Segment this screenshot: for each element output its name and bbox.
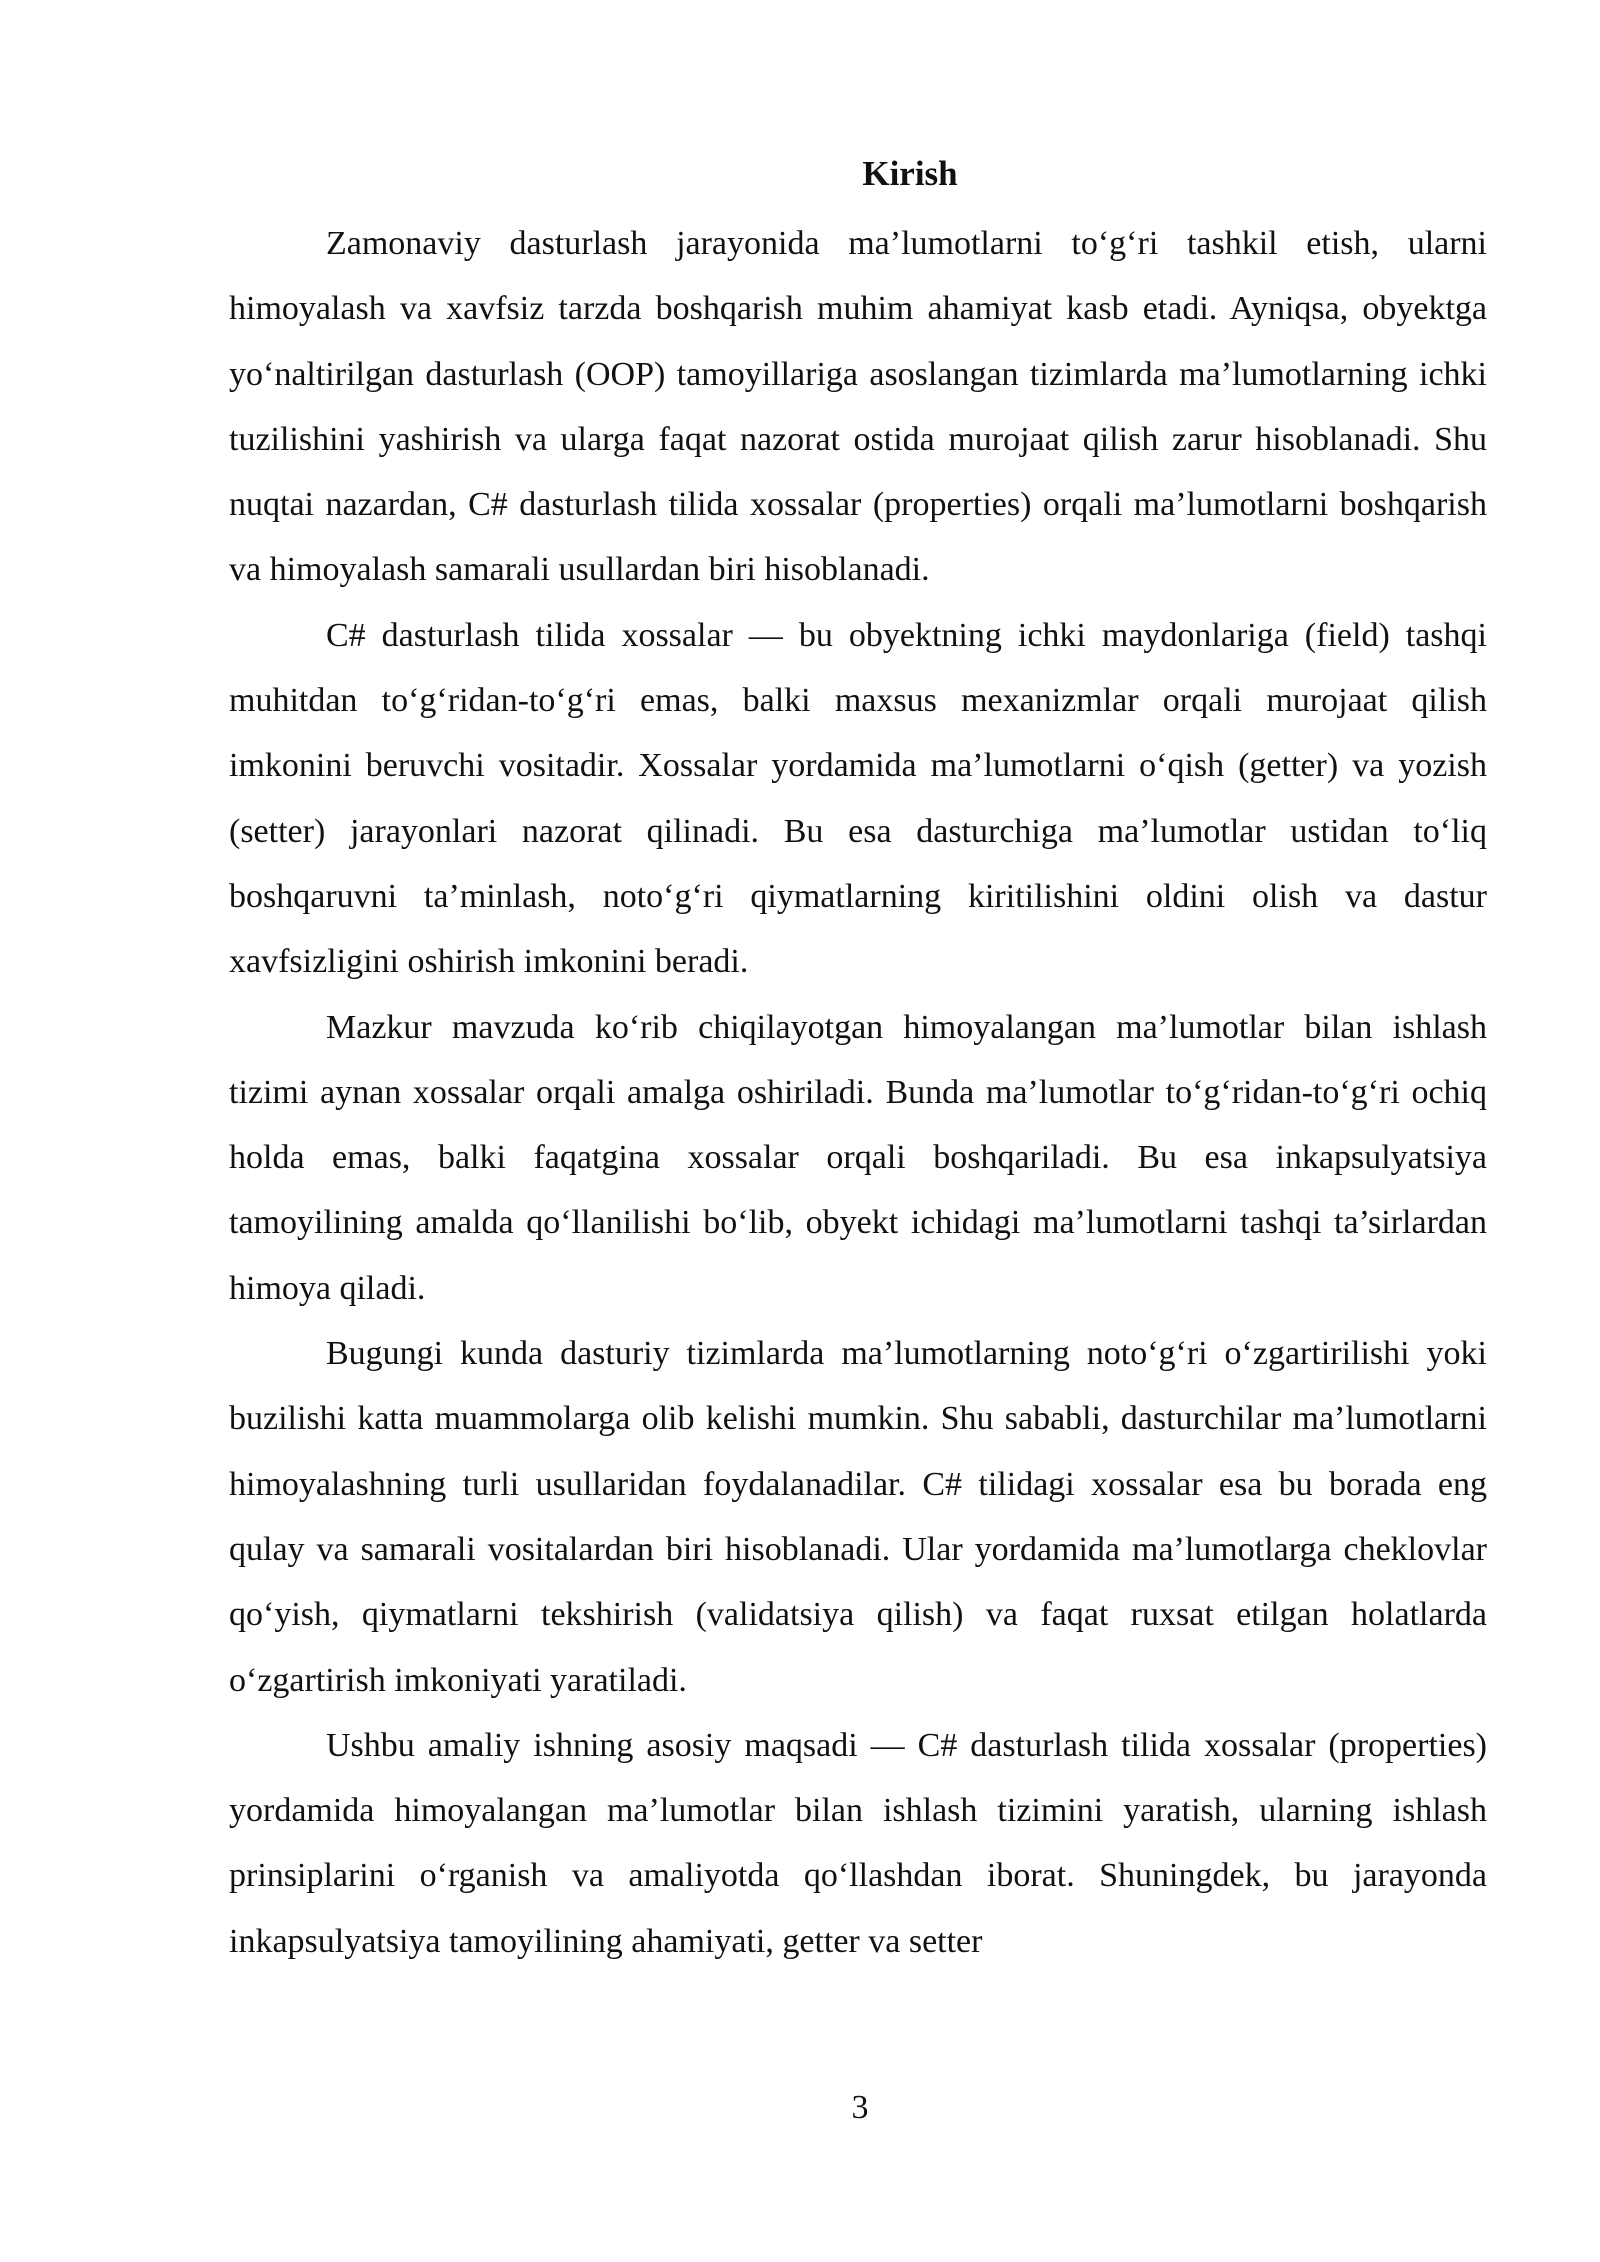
- paragraph-2: C# dasturlash tilida xossalar — bu obyektning ichki maydonlariga (field) tashqi muhitdan to‘g‘ridan-to‘g‘ri emas, balki maxsus mexanizmlar orqali murojaat qilish imkonini beruvchi vositadir. Xossalar yordamida ma’lumotlarni o‘qish (getter) va yozish (setter) jarayonlari nazorat qilinadi. Bu esa dasturchiga ma’lumotlar ustidan to‘liq boshqaruvni ta’minlash, noto‘g‘ri qiymatlarning kiritilishini oldini olish va dastur xavfsizligini oshirish imkonini beradi.: [229, 616, 1487, 981]
- paragraph-4: Bugungi kunda dasturiy tizimlarda ma’lumotlarning noto‘g‘ri o‘zgartirilishi yoki buzilishi katta muammolarga olib kelishi mumkin. Shu sababli, dasturchilar ma’lumotlarni himoyalashning turli usullaridan foydalanadilar. C# tilidagi xossalar esa bu borada eng qulay va samarali vositalardan biri hisoblanadi. Ular yordamida ma’lumotlarga cheklovlar qo‘yish, qiymatlarni tekshirish (validatsiya qilish) va faqat ruxsat etilgan holatlarda o‘zgartirish imkoniyati yaratiladi.: [229, 1335, 1487, 1699]
- page-number: 3: [851, 2089, 869, 2126]
- paragraph-1: Zamonaviy dasturlash jarayonida ma’lumotlarni to‘g‘ri tashkil etish, ularni himoyalash va xavfsiz tarzda boshqarish muhim ahamiyat kasb etadi. Ayniqsa, obyektga yo‘naltirilgan dasturlash (OOP) tamoyillariga asoslangan tizimlarda ma’lumotlarning ichki tuzilishini yashirish va ularga faqat nazorat ostida murojaat qilish zarur hisoblanadi. Shu nuqtai nazardan, C# dasturlash tilida xossalar (properties) orqali ma’lumotlarni boshqarish va himoyalash samarali usullardan biri hisoblanadi.: [229, 225, 1487, 589]
- body-text: [229, 211, 1487, 1974]
- paragraph-3: Mazkur mavzuda ko‘rib chiqilayotgan himoyalangan ma’lumotlar bilan ishlash tizimi aynan xossalar orqali amalga oshiriladi. Bunda ma’lumotlar to‘g‘ridan-to‘g‘ri ochiq holda emas, balki faqatgina xossalar orqali boshqariladi. Bu esa inkapsulyatsiya tamoyilining amalda qo‘llanilishi bo‘lib, obyekt ichidagi ma’lumotlarni tashqi ta’sirlardan himoya qiladi.: [229, 1008, 1487, 1307]
- section-title: Kirish: [862, 154, 958, 193]
- paragraph-5: Ushbu amaliy ishning asosiy maqsadi — C# dasturlash tilida xossalar (properties) yordamida himoyalangan ma’lumotlar bilan ishlash tizimini yaratish, ularning ishlash prinsiplarini o‘rganish va amaliyotda qo‘llashdan iborat. Shuningdek, bu jarayonda inkapsulyatsiya tamoyilining ahamiyati, getter va setter: [229, 1726, 1487, 1960]
